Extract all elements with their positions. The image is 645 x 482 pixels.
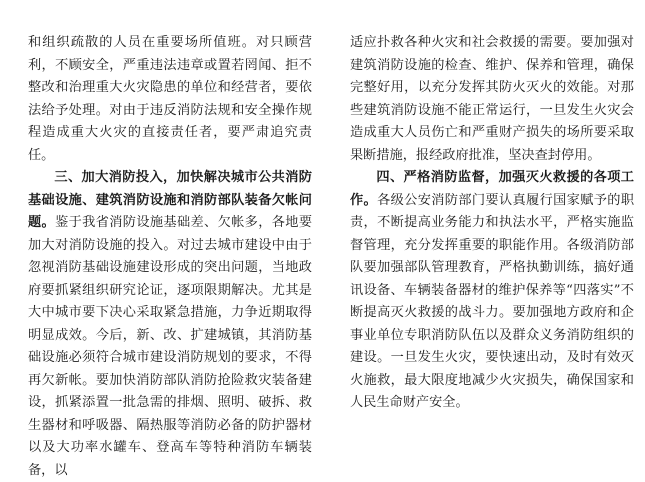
paragraph-continuation: 和组织疏散的人员在重要场所值班。对只顾营利，不顾安全，严重违法违章或置若罔闻、拒不整改和治理重大火灾隐患的单位和经营者，要依法给予处理。对由于违反消防法规和安全操作规程造成重大火灾的直接责任者，要严肃追究责任。 [28,35,312,163]
left-column [28,32,312,482]
paragraph-continuation-right: 适应扑救各种火灾和社会救援的需要。要加强对建筑消防设施的检查、维护、保养和管理，确保完整好用，以充分发挥其防火灭火的效能。对那些建筑消防设施不能正常运行，一旦发生火灾会造成重大人员伤亡和严重财产损失的场所要采取果断措施，报经政府批准，坚决查封停用。 [350,35,634,163]
section-three-body: 鉴于我省消防设施基础差、欠帐多，各地要加大对消防设施的投入。对过去城市建设中由于忽视消防基础设施建设形成的突出问题，当地政府要抓紧组织研究论证，逐项限期解决。尤其是大中城市要下决心采取紧急措施，力争近期取得明显成效。今后，新、改、扩建城镇，其消防基础设施必须符合城市建设消防规划的要求，不得再欠新帐。要加快消防部队消防抢险救灾装备建设，抓紧添置一批急需的排烟、照明、破拆、救生器材和呼吸器、隔热服等消防必备的防护器材以及大功率水罐车、登高车等特种消防车辆装备，以 [28,215,313,478]
section-four-heading: 四、严格消防监督，加强灭火救援的各项工作。 [350,170,634,208]
section-three [28,167,312,482]
right-column [350,32,634,415]
section-three-heading: 三、加大消防投入，加快解决城市公共消防基础设施、建筑消防设施和消防部队装备欠帐问题。 [28,170,312,230]
section-four-body: 各级公安消防部门要认真履行国家赋予的职责，不断提高业务能力和执法水平，严格实施监督管理，充分发挥重要的职能作用。各级消防部队要加强部队管理教育，严格执勤训练，搞好通讯设备、车辆装备器材的维护保养等“四落实”不断提高灭火救援的战斗力。要加强地方政府和企事业单位专职消防队伍以及群众义务消防组织的建设。一旦发生火灾，要快速出动，及时有效灭火施救，最大限度地减少火灾损失，确保国家和人民生命财产安全。 [350,192,635,410]
section-four [350,167,634,415]
